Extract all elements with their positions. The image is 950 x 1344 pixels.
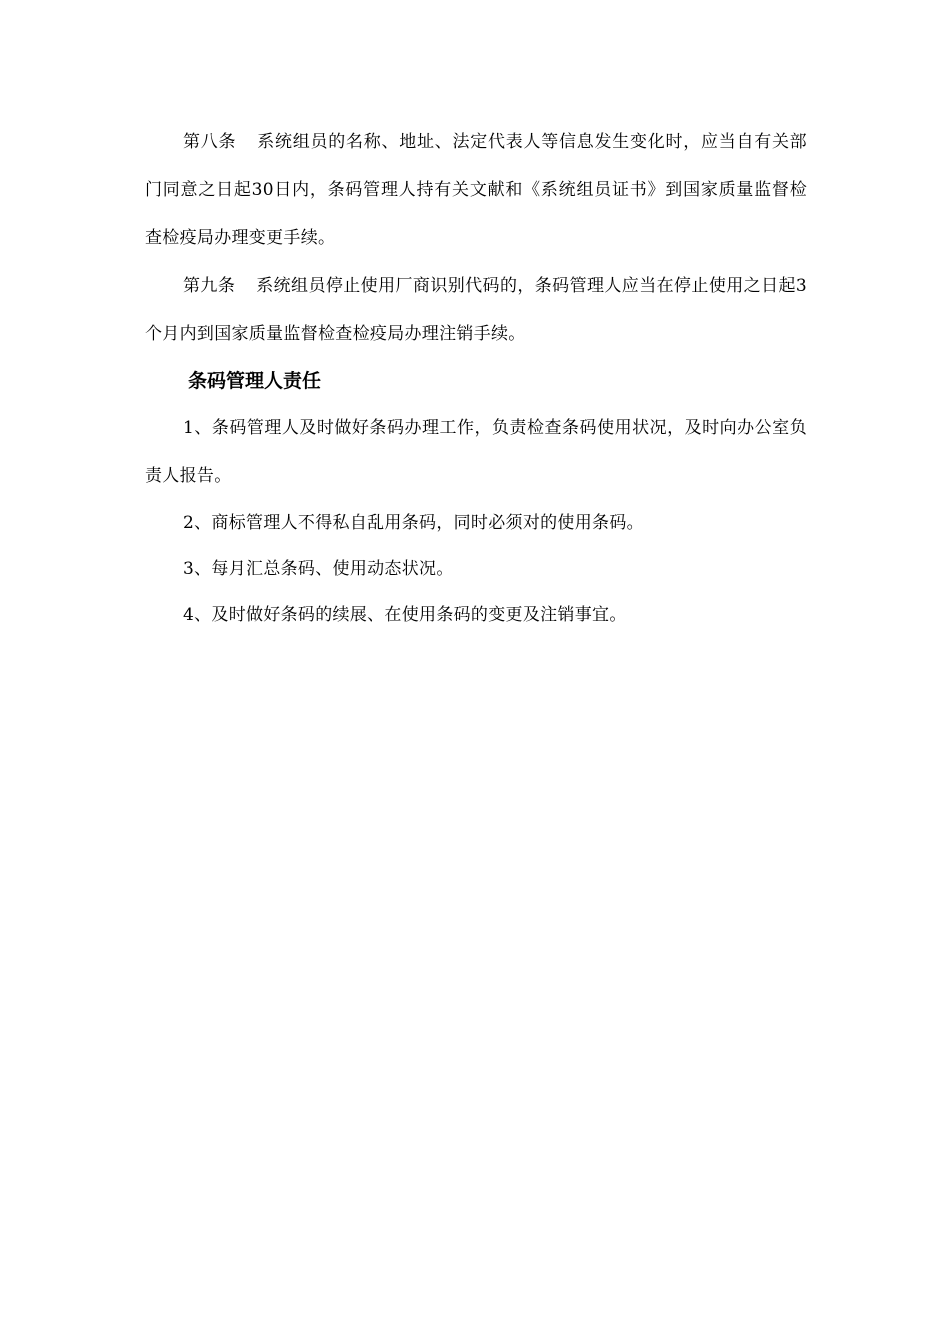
responsibility-item-3: 3、每月汇总条码、使用动态状况。 xyxy=(183,559,454,579)
article-9-label: 第九条 xyxy=(183,276,236,296)
document-body xyxy=(145,118,807,638)
article-8 xyxy=(145,118,807,262)
article-8-label: 第八条 xyxy=(183,132,237,152)
article-9 xyxy=(145,262,807,358)
section-heading: 条码管理人责任 xyxy=(188,370,322,392)
responsibility-item-1: 1、条码管理人及时做好条码办理工作，负责检查条码使用状况，及时向办公室负责人报告。 xyxy=(145,418,807,486)
article-9-text: 系统组员停止使用厂商识别代码的，条码管理人应当在停止使用之日起3个月内到国家质量监督检查检疫局办理注销手续。 xyxy=(145,276,807,344)
responsibility-item-2: 2、商标管理人不得私自乱用条码，同时必须对的使用条码。 xyxy=(183,513,644,533)
article-8-text: 系统组员的名称、地址、法定代表人等信息发生变化时，应当自有关部门同意之日起30日内，条码管理人持有关文献和《系统组员证书》到国家质量监督检查检疫局办理变更手续。 xyxy=(145,132,807,248)
responsibility-item-4: 4、及时做好条码的续展、在使用条码的变更及注销事宜。 xyxy=(183,605,627,625)
